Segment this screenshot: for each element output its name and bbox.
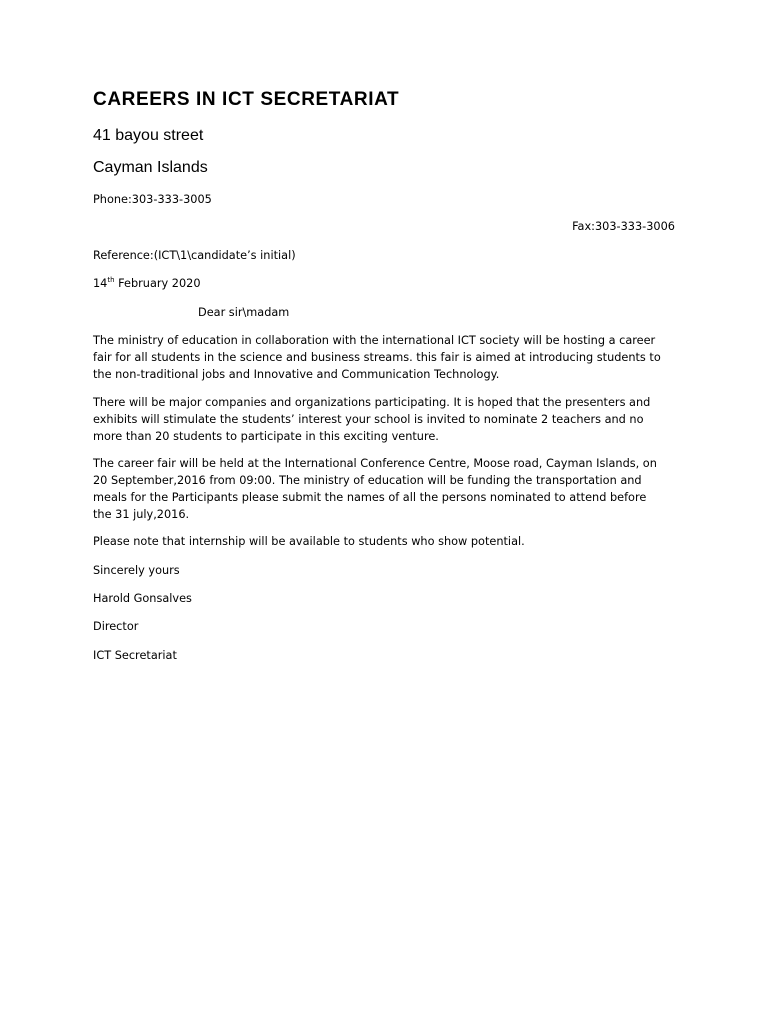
fax-number: Fax:303-333-3006 — [572, 220, 675, 233]
paragraph-line: more than 20 students to participate in this exciting venture. — [93, 430, 439, 443]
paragraph-line: the 31 july,2016. — [93, 508, 190, 521]
paragraph-line: meals for the Participants please submit the names of all the persons nominated to attend before — [93, 491, 647, 504]
paragraph-line: exhibits will stimulate the students’ interest your school is invited to nominate 2 teachers and no — [93, 413, 644, 426]
paragraph-line: There will be major companies and organizations participating. It is hoped that the presenters and — [93, 396, 651, 409]
date-month-year: February 2020 — [114, 277, 201, 290]
address-line-country: Cayman Islands — [93, 159, 208, 176]
paragraph-line: The career fair will be held at the International Conference Centre, Moose road, Cayman Islands, on — [93, 457, 657, 470]
paragraph-line: fair for all students in the science and business streams. this fair is aimed at introducing students to — [93, 351, 661, 364]
reference-line: Reference:(ICT\1\candidate’s initial) — [93, 249, 296, 262]
salutation: Dear sir\madam — [198, 306, 290, 319]
letter-title: CAREERS IN ICT SECRETARIAT — [93, 89, 400, 110]
body-paragraph-3 — [93, 455, 678, 523]
paragraph-line: Please note that internship will be available to students who show potential. — [93, 535, 525, 548]
signatory-position: Director — [93, 620, 139, 633]
body-paragraph-1 — [93, 332, 678, 383]
paragraph-line: The ministry of education in collaboration with the international ICT society will be hosting a career — [93, 334, 656, 347]
valediction: Sincerely yours — [93, 564, 180, 577]
letter-date — [93, 275, 201, 292]
body-paragraph-4 — [93, 533, 678, 550]
date-day: 14 — [93, 277, 108, 290]
signatory-name: Harold Gonsalves — [93, 592, 192, 605]
signatory-organization: ICT Secretariat — [93, 649, 177, 662]
paragraph-line: the non-traditional jobs and Innovative and Communication Technology. — [93, 368, 500, 381]
phone-number: Phone:303-333-3005 — [93, 193, 212, 206]
date-suffix: th — [107, 276, 115, 285]
paragraph-line: 20 September,2016 from 09:00. The ministry of education will be funding the transportation and — [93, 474, 642, 487]
address-line-street: 41 bayou street — [93, 127, 204, 144]
body-paragraph-2 — [93, 394, 678, 445]
